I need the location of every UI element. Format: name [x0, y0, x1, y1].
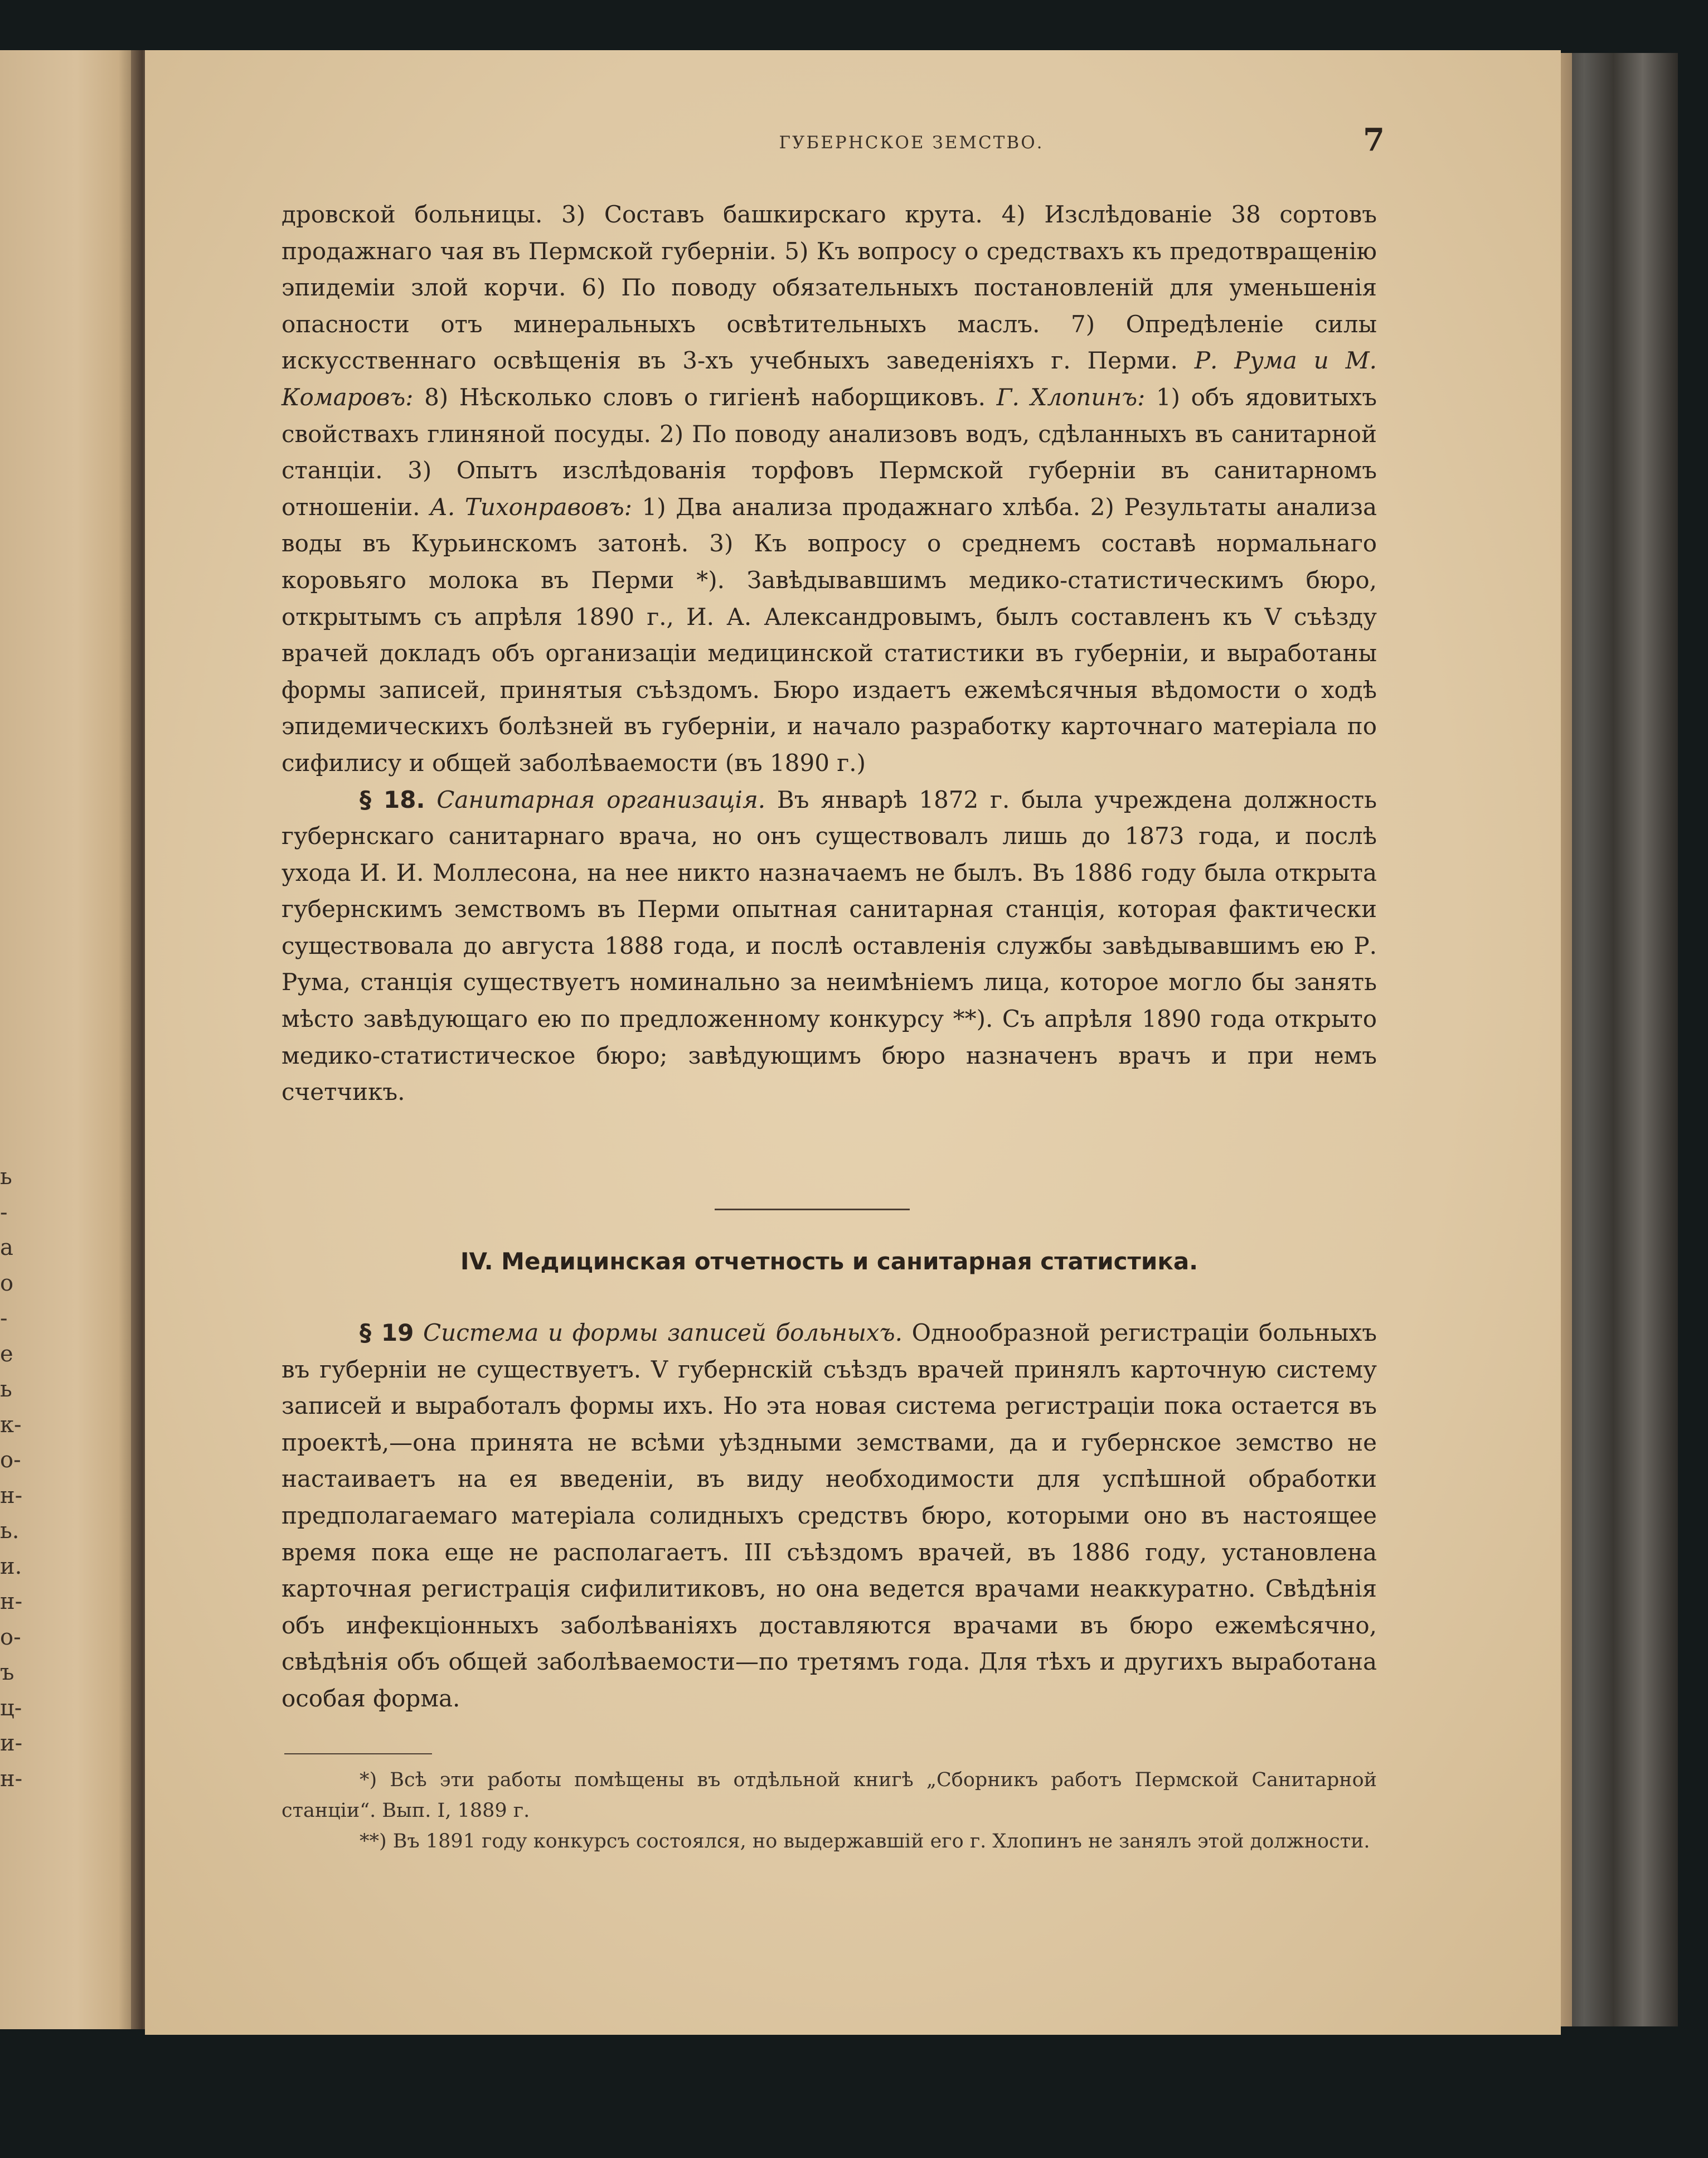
footnote-1: *) Всѣ эти работы помѣщены въ отдѣльной книгѣ „Сборникъ работъ Пермской Санитарной станціи“. Вып. I, 1889 г.	[282, 1769, 1377, 1822]
footnotes	[282, 1765, 1377, 1857]
left-page-fragment: о-	[0, 1624, 21, 1650]
left-page-fragment: е	[0, 1341, 13, 1367]
left-page-fragment: н-	[0, 1482, 23, 1509]
left-page-fragment: к-	[0, 1412, 22, 1438]
section-19-number: § 19	[360, 1319, 414, 1346]
left-page-fragment: о	[0, 1270, 14, 1296]
section-18-title: Санитарная организація.	[436, 785, 766, 813]
left-page-text-fragments	[0, 1160, 33, 1797]
footnote-2: **) Въ 1891 году конкурсъ состоялся, но выдержавшій его г. Хлопинъ не занялъ этой должности.	[360, 1830, 1370, 1853]
left-page-fragment: ц-	[0, 1695, 22, 1721]
section-19-title: Система и формы записей больныхъ.	[423, 1319, 902, 1346]
left-facing-page	[0, 50, 139, 2029]
left-page-fragment: о-	[0, 1447, 21, 1473]
book-page	[145, 50, 1561, 2035]
left-page-fragment: -	[0, 1306, 8, 1331]
left-page-fragment: н-	[0, 1766, 23, 1792]
left-page-fragment: ь	[0, 1164, 12, 1190]
section-18-text: Въ январѣ 1872 г. была учреждена должность губернскаго санитарнаго врача, но онъ существовалъ лишь до 1873 года, и послѣ ухода И. И. Моллесона, на нее никто назначаемъ не былъ. Въ 1886 году была открыта губернскимъ земствомъ въ Перми опытная санитарная станція, которая фактически существовала до августа 1888 года, и послѣ оставленія службы завѣдывавшимъ ею Р. Рума, станція существуетъ номинально за неимѣніемъ лица, которое могло бы занять мѣсто завѣдующаго ею по предложенному конкурсу **). Съ апрѣля 1890 года открыто медико-статистическое бюро; завѣдующимъ бюро назначенъ врачъ и при немъ счетчикъ.	[282, 785, 1377, 1106]
left-page-fragment: ь	[0, 1376, 12, 1402]
chapter-heading: IV. Медицинская отчетность и санитарная статистика.	[460, 1248, 1198, 1275]
section-19-block	[282, 1315, 1377, 1717]
left-page-fragment: -	[0, 1199, 8, 1225]
main-text-block	[282, 196, 1377, 1110]
section-19-paragraph	[282, 1315, 1377, 1717]
page-number: 7	[1363, 122, 1385, 158]
left-page-fragment: ъ	[0, 1660, 14, 1685]
footnote-rule	[284, 1753, 432, 1754]
left-page-fragment: и-	[0, 1730, 23, 1756]
section-divider	[715, 1209, 910, 1210]
running-head: ГУБЕРНСКОЕ ЗЕМСТВО.	[779, 133, 1044, 153]
left-page-fragment: ь.	[0, 1518, 20, 1544]
book-binding-edge	[1561, 53, 1678, 2026]
paragraph-works-list: дровской больницы. 3) Составъ башкирскаго крута. 4) Изслѣдованіе 38 сортовъ продажнаго чая въ Пермской губерніи. 5) Къ вопросу о средствахъ къ предотвращенію эпидеміи злой корчи. 6) По поводу обязательныхъ постановленій для уменьшенія опасности отъ минеральныхъ освѣтительныхъ маслъ. 7) Опредѣленіе силы искусственнаго освѣщенія въ 3-хъ учебныхъ заведеніяхъ г. Перми. Р. Рума и М. Комаровъ: 8) Нѣсколько словъ о гигіенѣ наборщиковъ. Г. Хлопинъ: 1) объ ядовитыхъ свойствахъ глиняной посуды. 2) По поводу анализовъ водъ, сдѣланныхъ въ санитарной станціи. 3) Опытъ изслѣдованія торфовъ Пермской губерніи въ санитарномъ отношеніи. А. Тихонравовъ: 1) Два анализа продажнаго хлѣба. 2) Результаты анализа воды въ Курьинскомъ затонѣ. 3) Къ вопросу о среднемъ составѣ нормальнаго коровьяго молока въ Перми *). Завѣдывавшимъ медико-статистическимъ бюро, открытымъ съ апрѣля 1890 г., И. А. Александровымъ, былъ составленъ къ V съѣзду врачей докладъ объ организаціи медицинской статистики въ губерніи, и выработаны формы записей, принятыя съѣздомъ. Бюро издаетъ ежемѣсячныя вѣдомости о ходѣ эпидемическихъ болѣзней въ губерніи, и начало разработку карточнаго матеріала по сифилису и общей заболѣваемости (въ 1890 г.)	[282, 201, 1377, 777]
section-19-text: Однообразной регистраціи больныхъ въ губерніи не существуетъ. V губернскій съѣздъ врачей принялъ карточную систему записей и выработалъ формы ихъ. Но эта новая система регистраціи пока остается въ проектѣ,—она принята не всѣми уѣздными земствами, да и губернское земство не настаиваетъ на ея введеніи, въ виду необходимости для успѣшной обработки предполагаемаго матеріала солидныхъ средствъ бюро, которыми оно въ настоящее время пока еще не располагаетъ. III съѣздомъ врачей, въ 1886 году, установлена карточная регистрація сифилитиковъ, но она ведется врачами неаккуратно. Свѣдѣнія объ инфекціонныхъ заболѣваніяхъ доставляются врачами въ бюро ежемѣсячно, свѣдѣнія объ общей заболѣваемости—по третямъ года. Для тѣхъ и другихъ выработана особая форма.	[282, 1319, 1377, 1712]
left-page-fragment: и.	[0, 1553, 22, 1579]
left-page-fragment: а	[0, 1235, 13, 1260]
section-18-number: § 18.	[360, 785, 425, 813]
section-18-paragraph	[282, 782, 1377, 1110]
left-page-fragment: н-	[0, 1589, 23, 1614]
